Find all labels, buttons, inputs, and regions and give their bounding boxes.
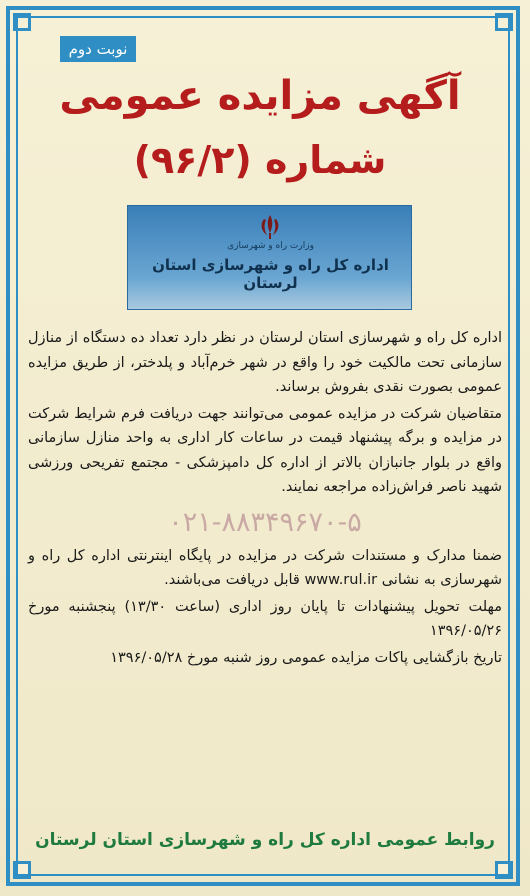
paragraph-intro: اداره کل راه و شهرسازی استان لرستان در نظر دارد تعداد ده دستگاه از منازل سازمانی تحت مالکیت خود را واقع در شهر خرم‌آباد و پلدختر، از طریق مزایده عمومی بصورت نقدی بفروش برساند. xyxy=(28,330,502,395)
ad-title: آگهی مزایده عمومی xyxy=(59,73,461,119)
ad-number: شماره (۹۶/۲) xyxy=(133,138,387,182)
phone-number: ۰۲۱-۸۸۳۴۹۶۷۰-۵ xyxy=(168,506,362,538)
organization-logo-banner xyxy=(127,205,412,310)
ad-body xyxy=(28,326,502,672)
iran-emblem-icon xyxy=(255,212,285,242)
office-name: اداره کل راه و شهرسازی استان لرستان xyxy=(152,256,389,292)
paragraph-applicants: متقاضیان شرکت در مزایده عمومی می‌توانند جهت دریافت فرم شرایط شرکت در مزایده و برگه پیشنهاد قیمت در ساعات کار اداری به واحد منازل سازمانی واقع در بلوار جانبازان بالاتر از اداره کل دامپزشکی - مجتمع تفریحی ورزشی شهید ناصر فراش‌زاده مراجعه نمایند. xyxy=(28,405,502,495)
paragraph-documents: ضمنا مدارک و مستندات شرکت در مزایده در پایگاه اینترنتی اداره کل راه و شهرسازی به نشانی www.rul.ir قابل دریافت می‌باشند. xyxy=(28,547,502,588)
ministry-name: وزارت راه و شهرسازی xyxy=(227,241,314,251)
round-badge: نوبت دوم xyxy=(60,36,136,62)
paragraph-deadline: مهلت تحویل پیشنهادات تا پایان روز اداری (ساعت ۱۳/۳۰) پنجشنبه مورخ ۱۳۹۶/۰۵/۲۶ xyxy=(28,598,502,639)
paragraph-opening-date: تاریخ بازگشایی پاکات مزایده عمومی روز شنبه مورخ ۱۳۹۶/۰۵/۲۸ xyxy=(110,649,502,666)
public-relations-signature: روابط عمومی اداره کل راه و شهرسازی استان لرستان xyxy=(35,830,495,850)
